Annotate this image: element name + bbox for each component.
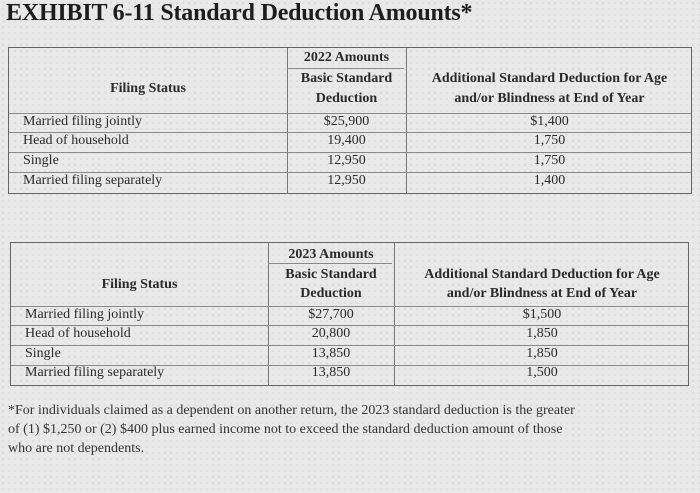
row-additional-amount: 1,750 xyxy=(533,133,566,148)
row-filing-status: Married filing jointly xyxy=(23,114,142,129)
row-additional-amount: 1,850 xyxy=(526,326,558,341)
row-additional-amount: $1,400 xyxy=(530,114,569,129)
footnote-line: *For individuals claimed as a dependent on another return, the 2023 standard deduction is the greater xyxy=(8,403,575,418)
row-filing-status: Married filing separately xyxy=(23,173,163,188)
column-header-additional-line1: Additional Standard Deduction for Age xyxy=(424,267,660,282)
row-basic-amount: 13,850 xyxy=(311,365,351,380)
row-basic-amount: 19,400 xyxy=(327,133,366,148)
row-filing-status: Married filing separately xyxy=(25,365,165,380)
column-header-basic-line2: Deduction xyxy=(300,286,362,301)
footnote xyxy=(8,401,694,458)
row-filing-status: Married filing jointly xyxy=(25,307,144,322)
column-header-additional-line1: Additional Standard Deduction for Age xyxy=(431,71,668,86)
column-header-additional-line2: and/or Blindness at End of Year xyxy=(454,91,645,106)
column-header-filing-status: Filing Status xyxy=(101,277,178,292)
deduction-table-2022 xyxy=(8,47,692,194)
column-header-filing-status: Filing Status xyxy=(110,81,186,96)
column-header-basic-line2: Deduction xyxy=(315,91,378,106)
row-additional-amount: $1,500 xyxy=(522,307,562,322)
footnote-line: of (1) $1,250 or (2) $400 plus earned income not to exceed the standard deduction amount of those xyxy=(8,422,563,437)
row-filing-status: Single xyxy=(25,346,61,361)
row-additional-amount: 1,500 xyxy=(526,365,558,380)
deduction-table-2023 xyxy=(10,242,689,386)
row-basic-amount: $27,700 xyxy=(308,307,354,322)
row-basic-amount: 13,850 xyxy=(311,346,351,361)
row-basic-amount: $25,900 xyxy=(323,114,370,129)
row-additional-amount: 1,400 xyxy=(533,173,566,188)
row-basic-amount: 12,950 xyxy=(327,153,366,168)
year-label: 2022 Amounts xyxy=(303,50,390,65)
row-additional-amount: 1,750 xyxy=(533,153,566,168)
row-filing-status: Single xyxy=(23,153,59,168)
row-filing-status: Head of household xyxy=(23,133,129,148)
column-header-additional-line2: and/or Blindness at End of Year xyxy=(446,286,638,301)
column-header-basic-line1: Basic Standard xyxy=(285,267,377,282)
year-label: 2023 Amounts xyxy=(288,247,374,262)
column-header-basic-line1: Basic Standard xyxy=(300,71,393,86)
row-additional-amount: 1,850 xyxy=(526,346,558,361)
exhibit-title: EXHIBIT 6-11 Standard Deduction Amounts* xyxy=(6,0,473,26)
row-filing-status: Head of household xyxy=(25,326,131,341)
row-basic-amount: 20,800 xyxy=(311,326,351,341)
footnote-line: who are not dependents. xyxy=(8,441,145,456)
row-basic-amount: 12,950 xyxy=(327,173,366,188)
